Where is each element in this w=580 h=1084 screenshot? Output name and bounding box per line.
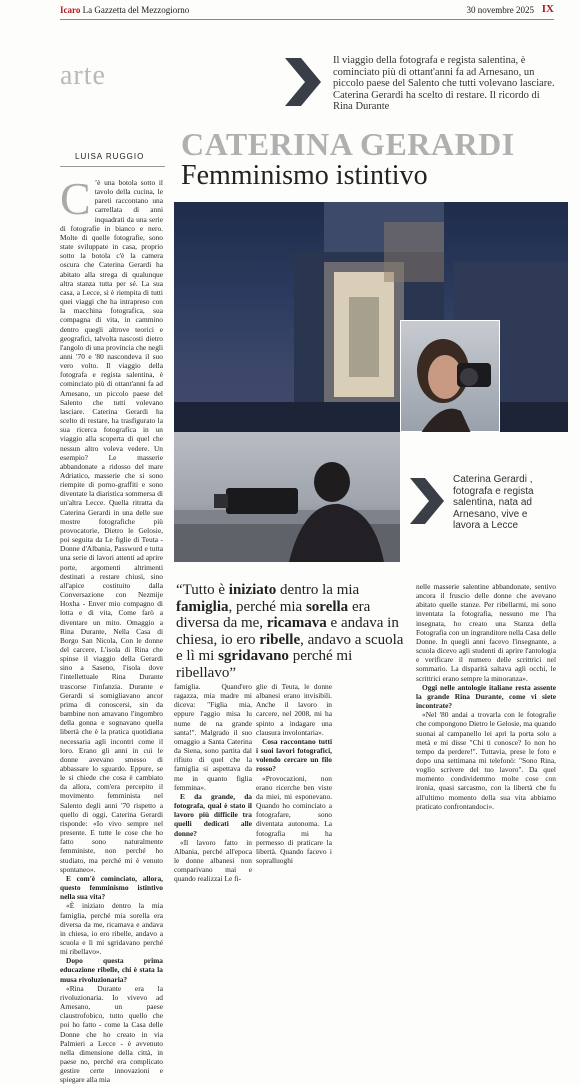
article-column-3 xyxy=(256,682,332,865)
pull-quote-bold: ricamava xyxy=(266,615,327,631)
section-label: arte xyxy=(60,60,106,91)
byline-rule xyxy=(60,166,165,167)
pull-quote-text: , andavo a scuola e lì mi xyxy=(176,631,404,664)
author-byline: LUISA RUGGIO xyxy=(75,152,145,161)
article-paragraph: glie di Teuta, le donne albanesi erano invisibili. Anche il lavoro in carcere, nel 2008, mi ha spinto a indagare una clausura involontaria». xyxy=(256,682,332,737)
article-column-1 xyxy=(60,173,163,1084)
interview-question: Cosa raccontano tutti i suoi lavori fotografici, volendo cercare un filo rosso? xyxy=(256,736,332,774)
masthead-brand xyxy=(60,5,189,15)
article-column-4 xyxy=(416,582,556,832)
interview-question: Dopo questa prima educazione ribelle, chi è stata la musa rivoluzionaria? xyxy=(60,956,163,984)
article-paragraph: «Provocazioni, non erano ricerche ben viste da miei, mi esponevano. Quando ho cominciato a fotografare, sono diventata autonoma. La fotografia mi ha permesso di praticare la libertà. Quando facevo i sopralluoghi xyxy=(256,773,332,865)
pull-quote-text: era diversa da me, xyxy=(176,598,371,631)
pull-quote-text: , perché mia xyxy=(228,598,306,615)
photo-abandoned-room xyxy=(174,202,568,432)
page-number: IX xyxy=(541,3,554,15)
article-paragraph: nelle masserie salentine abbandonate, sentivo ancora il fruscio delle donne che avevano abitato quelle stanze. Per ribellarmi, mi sono inventata la fotografia, nessuno me l'ha insegnata, ho creato una Stanza della Fotografia con un ingranditore nella Casa delle Donne. In quegli anni facevo l'insegnante, a scuola dicevo agli studenti di aprire l'antologia e verificare il numero delle scrittrici nel sommario. La disparità saltava agli occhi, le scrittrici erano sempre la minoranza». xyxy=(416,582,556,683)
photo-caption: Caterina Gerardi , fotografa e regista salentina, nata ad Arnesano, vive e lavora a Lecce xyxy=(453,474,534,531)
article-paragraph: ’è una botola sotto il tavolo della cucina, le pareti raccontano una carrellata di anni inquadrati da una serie di fotografie in bianco e nero. Molte di quelle fotografie, sono state sviluppate in casa, proprio sotto la botola c'è la camera oscura che Caterina Gerardi ha abitato alla strega di qualunque altra stanza tutta per sé. La sua casa, a Lecce, si è riempita di tutti quei viaggi che ha intrapreso con la macchina fotografica, sua compagna di vita, in cammino dentro quegli altrove teorici e geografici, talvolta nascosti dietro l'angolo di una provincia che negli anni '70 e '80 nascondeva il suo vero volto. Il viaggio della fotografa e regista salentina, è cominciato più di ottant'anni fa ad Arnesano, un piccolo paese del Salento che tutti volevano lasciare. Caterina Gerardi ha scelto di restare, ha trasfigurato la sua ricerca fotografica in un viaggio alla scoperta di quel che nessun altro voleva vedere. Un esempio? Le masserie abbandonate a ridosso del mare Adriatico, masserie che si sono riempite di porno-graffiti e sono diventate la diaristica sommersa di un'altra Lecce. Quella ritratta da Caterina Gerardi in una delle sue mostre fotografiche più provocatorie, Dietro le Gelosie, poi seguita da Le figlie di Teuta - Donne d'Albania, Password e tutta una serie di lavori attenti ad aprire porte, argomenti altrimenti destinati a restare chiusi, sino all'apice costituito dalla Conversazione con Nezmije Hoxha - Enver mio compagno di lotta e di vita, Come farò a diventare un mito. Omaggio a Rina Durante, Nella Casa di Borgo San Nicola, Con le donne del carcere, L'isola di Rina che spinse il viaggio della Gerardi sino a Saseno, l'isola dove l'intellettuale Rina Durante trascorse l'infanzia. Durante e Gerardi si somigliavano ancor prima di conoscersi, sin da bambine non amavano l'ingombro della gonna e sognavano quella libertà che è la pratica quotidiana necessaria agli incontri come il loro. Erano gli anni in cui le donne avevano smesso di abbassare lo sguardo. Eppure, se le si chiede che cosa è cambiato da allora, com'era percepito il movimento femminista nel Salento degli anni '70 rispetto a quello di oggi, Caterina Gerardi risponde: «Io vivo sempre nel presente. E tutte le cose che ho fatto sono naturalmente femministe, non perché ho studiato, ma perché mi è venuto spontaneo». xyxy=(60,178,163,874)
drop-cap: C xyxy=(60,173,91,224)
masthead-date: 30 novembre 2025 xyxy=(466,5,534,15)
article-paragraph: «È iniziato dentro la mia famiglia, perché mia sorella era diversa da me, ricamava e andava in chiesa, io ero ribelle, andavo a scuola e lì mi sgridavano perché mi ribellavo». xyxy=(60,901,163,957)
pull-quote-bold: famiglia xyxy=(176,598,229,615)
article-paragraph: famiglia. Quand'ero ragazza, mia madre mi diceva: "Figlia mia, eppure l'aggio misa lu nume de na grande santa!". Malgrado il suo omaggio a Santa Caterina da Siena, sono partita dal rifiuto di quel che la famiglia si aspettava da me in quanto figlia femmina». xyxy=(174,682,252,792)
interview-question: Oggi nelle antologie italiane resta assente la grande Rina Durante, come vi siete incontrate? xyxy=(416,682,556,711)
interview-question: E com'è cominciato, allora, questo femminismo istintivo nella sua vita? xyxy=(60,873,163,902)
pull-quote-bold: ribelle xyxy=(259,631,301,648)
pull-quote xyxy=(176,582,410,681)
pull-quote-text: dentro la mia xyxy=(276,582,360,598)
masthead-icaro: Icaro xyxy=(60,5,81,15)
pull-quote-text: perché mi ribellavo” xyxy=(176,648,353,681)
article-paragraph: «Il lavoro fatto in Albania, perché all'epoca le donne albanesi non comparivano mai e quando realizzai Le fi- xyxy=(174,837,252,884)
article-column-2 xyxy=(174,682,252,884)
masthead-paper: La Gazzetta del Mezzogiorno xyxy=(82,5,190,15)
chevron-right-icon xyxy=(285,58,321,106)
subheadline: Femminismo istintivo xyxy=(181,160,428,191)
photo-portrait-camera xyxy=(400,320,500,432)
chevron-right-icon xyxy=(410,478,444,524)
pull-quote-text: e andava in chiesa, io ero xyxy=(176,615,399,648)
pull-quote-bold: sgridavano xyxy=(218,648,289,664)
kicker-text: Il viaggio della fotografa e regista salentina, è cominciato più di ottant'anni fa ad Arnesano, un piccolo paese del Salento che tutti volevano lasciare. Caterina Gerardi ha scelto di restare. Il ricordo di Rina Durante xyxy=(333,55,555,112)
headline: CATERINA GERARDI xyxy=(181,126,515,162)
photo-filming-sea xyxy=(174,432,400,562)
masthead xyxy=(60,4,554,20)
pull-quote-bold: iniziato xyxy=(228,582,277,598)
article-paragraph: «Nel '80 andai a trovarla con le fotografie che compongono Dietro le Gelosie, ma quando suonai al campanello lei aprì la porta solo a metà e mi disse "Chi ti conosce? Io non ho tempo da perdere!". Tuttavia, prese le foto e dopo una settimana mi telefonò: "Sono Rina, voglio scrivere del tuo lavoro". Da quel momento condividemmo molte cose con ironia, quasi sarcasmo, con la libertà che fu all'ultimo momento della sua vita abbiamo praticato confrontandoci». xyxy=(416,710,556,811)
pull-quote-bold: sorella xyxy=(305,598,349,615)
pull-quote-text: “Tutto è xyxy=(176,582,229,598)
interview-question: E da grande, da fotografa, qual è stato il lavoro più difficile tra quelli dedicati alle donne? xyxy=(174,791,252,838)
article-paragraph: «Rina Durante era la rivoluzionaria. Io vivevo ad Arnesano, un paese claustrofobico, tutto quello che poi ho fatto - come la Casa delle Donne che ho creato in via Palmieri a Lecce - è avvenuto nella dimensione della città, in paese no, perché era complicato gestire certe innovazioni e spiegare alla mia xyxy=(60,983,163,1084)
